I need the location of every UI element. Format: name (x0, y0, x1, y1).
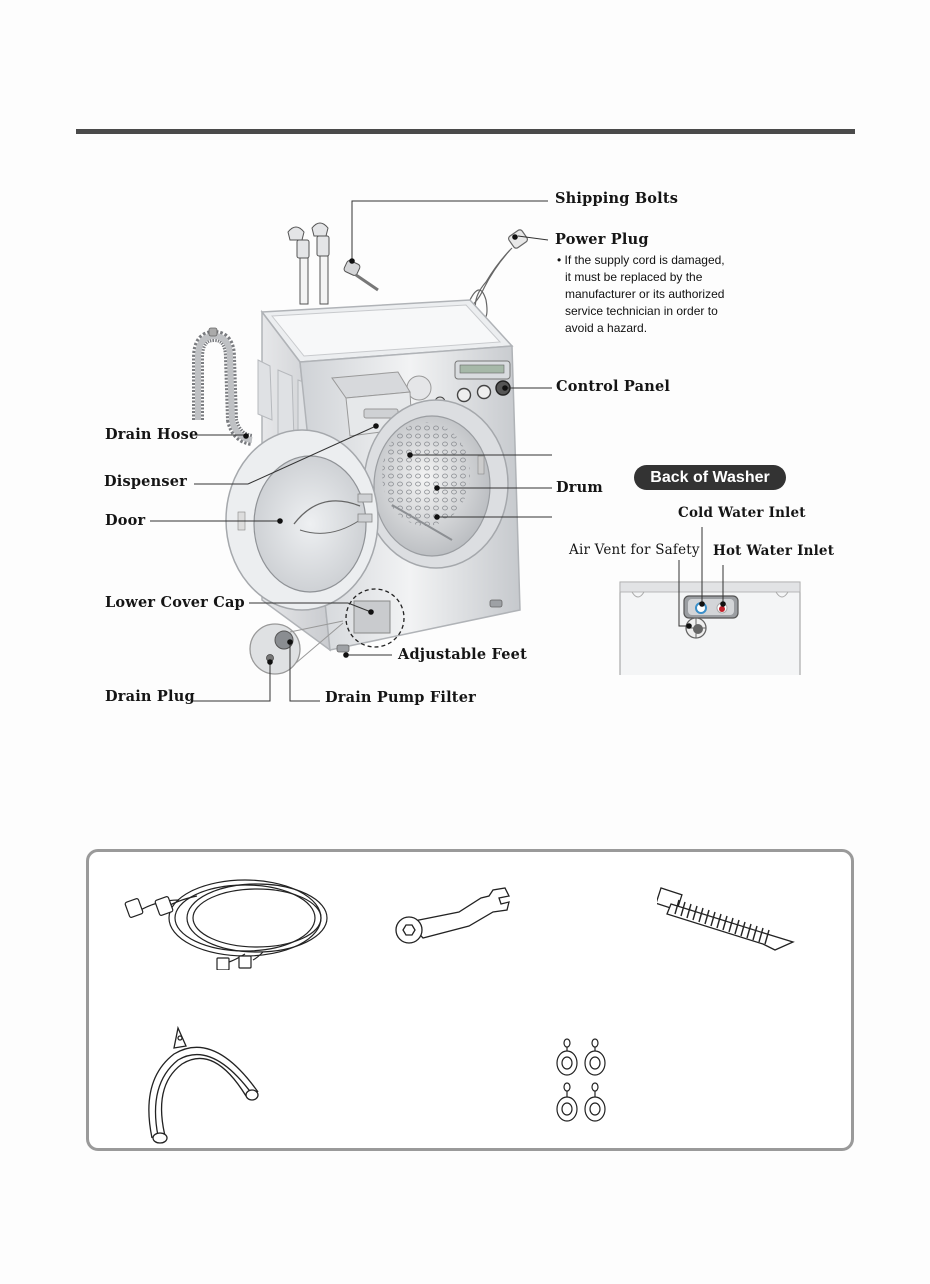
label-lower-cover-cap: Lower Cover Cap (105, 594, 245, 611)
note-line: manufacturer or its authorized (565, 287, 725, 301)
hole-caps-icon (553, 1037, 623, 1127)
label-adjustable-feet: Adjustable Feet (398, 646, 528, 663)
back-of-washer-illustration (620, 582, 800, 675)
label-hot-water-inlet: Hot Water Inlet (713, 543, 835, 559)
hose-elbow-icon (134, 1020, 274, 1148)
note-line: avoid a hazard. (565, 321, 648, 335)
label-shipping-bolts: Shipping Bolts (555, 190, 679, 207)
note-line: it must be replaced by the (565, 270, 703, 284)
label-control-panel: Control Panel (556, 378, 671, 395)
label-power-plug: Power Plug (555, 231, 649, 248)
shipping-bolt-illustration (343, 260, 378, 290)
note-line: • If the supply cord is damaged, (557, 253, 725, 267)
label-air-vent: Air Vent for Safety (569, 542, 700, 558)
label-drain-plug: Drain Plug (105, 688, 195, 705)
door-illustration (226, 430, 378, 610)
note-line: service technician in order to (565, 304, 718, 318)
label-door: Door (105, 512, 146, 529)
back-of-washer-badge: Back of Washer (634, 465, 786, 490)
label-drain-hose: Drain Hose (105, 426, 199, 443)
drain-hose-illustration (198, 328, 252, 440)
drum-illustration (364, 400, 508, 568)
power-plug-note (556, 252, 756, 337)
label-dispenser: Dispenser (104, 473, 187, 490)
inlet-hoses-icon (117, 870, 337, 970)
label-drain-pump-filter: Drain Pump Filter (325, 689, 476, 706)
water-taps-illustration (288, 223, 329, 304)
label-drum: Drum (556, 479, 603, 496)
shipping-bolt-icon (657, 882, 807, 952)
label-cold-water-inlet: Cold Water Inlet (678, 505, 806, 521)
accessories-box (86, 849, 854, 1151)
spanner-icon (389, 882, 539, 952)
